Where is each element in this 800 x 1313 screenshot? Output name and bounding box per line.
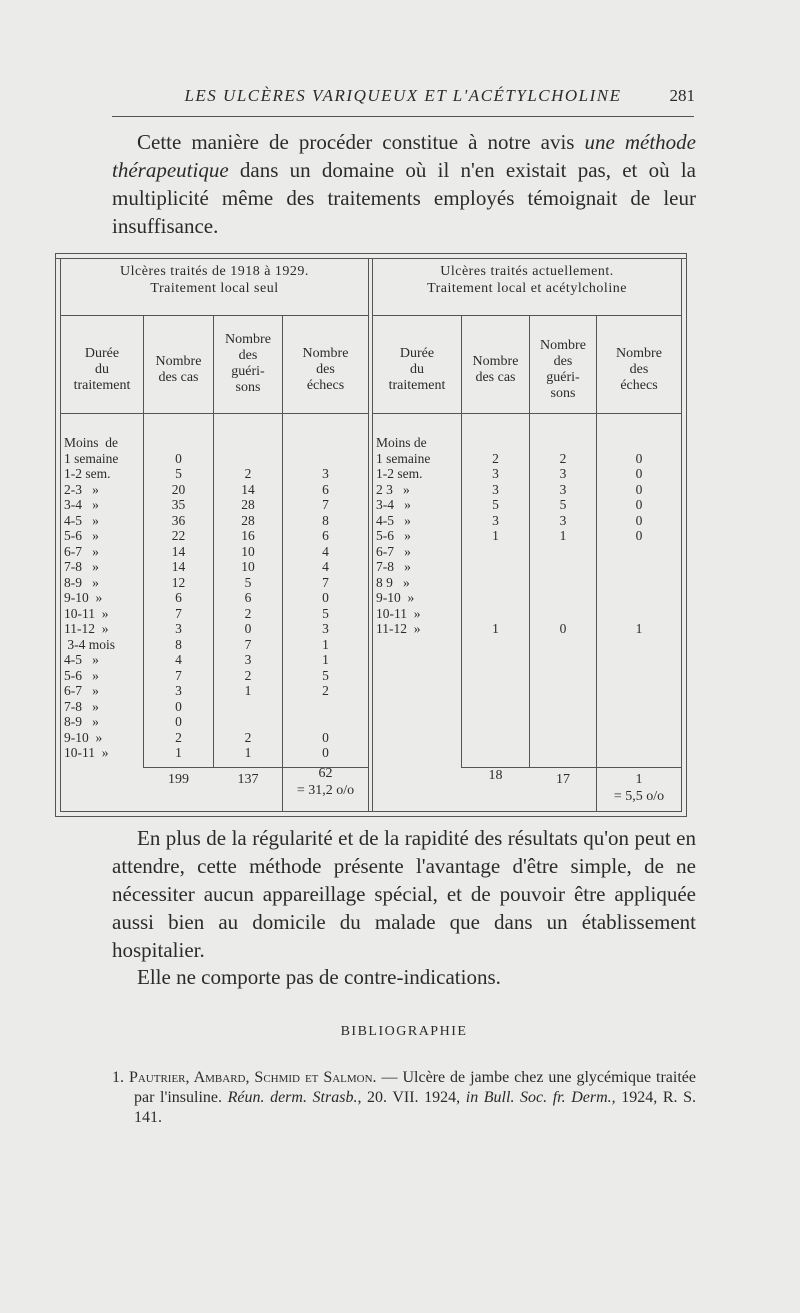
table-cell: 1-2 sem. [64, 466, 111, 481]
table-cell: 11-12 » [64, 621, 109, 636]
table-cell: 3 [559, 512, 567, 528]
table-cell: 12 [171, 574, 186, 590]
bib-entry-authors: Pautrier, Ambard, Schmid et Salmon. [128, 1069, 377, 1086]
table-cell: 0 [244, 621, 252, 636]
table-cell [462, 575, 529, 591]
right-total-echecs: 1 [635, 772, 643, 787]
right-total-pct: = 5,5 o/o [613, 789, 665, 804]
table-cell: 4-5 » [64, 652, 99, 667]
table-cell [462, 435, 529, 451]
bib-entry-bulletin: in Bull. Soc. fr. Derm. [465, 1089, 612, 1106]
left-group-line1: Ulcères traités de 1918 à 1929. [120, 264, 309, 279]
table-cell [462, 544, 529, 560]
table-border-bottom-inner [60, 811, 682, 812]
table-cell: 0 [175, 714, 182, 729]
right-col-head-cas: Nombre des cas [472, 354, 519, 385]
table-cell [597, 606, 681, 622]
table-cell: 1 [559, 528, 567, 543]
table-cell: 9-10 » [376, 590, 415, 605]
table-middle-divider [368, 258, 369, 812]
table-cell: 0 [635, 512, 643, 528]
table-cell: 2 [492, 450, 499, 466]
right-group-line2: Traitement local et acétylcholine [427, 281, 627, 296]
table-cell: 3-4 » [376, 497, 411, 512]
left-total-gueri: 137 [237, 772, 259, 787]
table-cell: 8-9 » [64, 574, 99, 590]
table-cell: 2 [175, 729, 182, 745]
left-total-pct: = 31,2 o/o [296, 783, 355, 798]
table-cell [530, 575, 596, 591]
table-cell: 0 [322, 729, 329, 745]
table-cell: 36 [171, 512, 186, 528]
paragraph-advantages: En plus de la régularité et de la rapidité des résultats qu'on peut en attendre, cette méthode présente l'avantage d'être simple, de ne nécessiter aucun appareillage spécial, et de pouvoir être appliquée aussi bien au domicile du malade que dans un établissement hospitalier. [112, 826, 696, 962]
table-cell: 3-4 » [64, 497, 99, 512]
table-cell: 5 [322, 605, 329, 621]
left-col-head-duree: Durée du traitement [73, 346, 131, 393]
bibliography-title: BIBLIOGRAPHIE [340, 1024, 468, 1039]
table-cell: 3 [175, 683, 182, 698]
table-cell: Moins de [64, 435, 118, 450]
table-cell: 0 [322, 745, 329, 760]
table-cell [530, 590, 596, 606]
table-border-bottom [55, 816, 687, 817]
table-cell: 1 [635, 621, 643, 636]
paragraph-intro-text-1: Cette manière de procéder constitue à notre avis [137, 130, 585, 154]
left-col-echecs [283, 435, 368, 761]
table-cell: 16 [241, 528, 255, 543]
table-cell [214, 451, 282, 467]
table-cell [283, 435, 368, 451]
table-cell: 4 [322, 559, 329, 574]
table-cell [530, 559, 596, 575]
table-cell: 14 [241, 481, 255, 497]
table-cell: 10-11 » [64, 745, 109, 760]
table-cell: 28 [241, 512, 255, 528]
table-cell: 10 [241, 543, 255, 559]
table-cell: 7 [322, 497, 329, 512]
table-cell: 4-5 » [64, 512, 99, 528]
table-cell [530, 544, 596, 560]
table-cell [283, 451, 368, 467]
table-cell: 5 [559, 497, 567, 512]
table-cell [462, 590, 529, 606]
table-cell: 1 [492, 528, 499, 543]
table-cell: 3 [492, 466, 499, 481]
bib-entry-journal: Réun. derm. Strasb. [227, 1089, 358, 1106]
table-cell: Moins de [376, 435, 427, 450]
table-cell: 6 [175, 590, 182, 605]
left-col-head-cas: Nombre des cas [155, 354, 202, 385]
table-cell: 3 [492, 481, 499, 497]
table-cell [597, 559, 681, 575]
table-cell: 2 [244, 605, 252, 621]
table-cell [214, 435, 282, 451]
table-cell [144, 435, 213, 451]
table-cell: 5-6 » [64, 667, 99, 683]
right-col-duree [376, 435, 462, 637]
table-border-right [686, 253, 687, 817]
running-title: LES ULCÈRES VARIQUEUX ET L'ACÉTYLCHOLINE [184, 86, 622, 105]
table-border-left [55, 253, 56, 817]
table-cell: 10 [241, 559, 255, 574]
right-col-gueri [530, 435, 596, 637]
table-cell [214, 714, 282, 730]
left-group-line2: Traitement local seul [150, 281, 279, 296]
right-col-head-duree: Durée du traitement [388, 346, 446, 393]
table-cell: 1 [175, 745, 182, 760]
table-cell: 7 [322, 574, 329, 590]
left-colhead-rule [60, 413, 368, 414]
left-col-cas [144, 435, 213, 761]
results-table [55, 253, 687, 817]
paragraph-intro-italic: une méthode thérapeutique [112, 130, 697, 182]
table-cell: 7-8 » [376, 559, 411, 574]
table-cell: 3 [492, 512, 499, 528]
table-cell: 6 [322, 481, 329, 497]
right-col-cas [462, 435, 529, 637]
table-cell: 6 [322, 528, 329, 543]
right-total-cas: 18 [488, 768, 503, 783]
table-cell: 6-7 » [64, 543, 99, 559]
table-cell: 5 [322, 667, 329, 683]
bib-entry-ref: , 1924, R. S. 141. [134, 1089, 697, 1126]
left-group-heading [61, 263, 368, 297]
bibliography-entry [112, 1068, 696, 1128]
table-cell: 3 [559, 481, 567, 497]
table-cell: 6-7 » [376, 543, 411, 559]
table-cell: 4 [322, 543, 329, 559]
table-cell [462, 559, 529, 575]
table-cell: 3 [244, 652, 252, 667]
table-cell: 0 [559, 621, 567, 636]
table-cell: 7 [175, 605, 182, 621]
table-cell: 0 [635, 450, 643, 466]
table-middle-divider-2 [372, 258, 373, 812]
table-cell: 2 [322, 683, 329, 698]
table-cell: 1 semaine [376, 450, 431, 466]
table-cell: 0 [175, 698, 182, 714]
table-cell: 5-6 » [376, 528, 411, 543]
table-cell: 2 [244, 466, 252, 481]
table-cell: 1 [244, 683, 252, 698]
right-col-head-echecs: Nombre des échecs [616, 346, 662, 393]
table-cell: 14 [171, 543, 186, 559]
table-cell [597, 435, 681, 451]
left-col-head-gueri: Nombre des guéri- sons [225, 332, 271, 395]
table-cell [530, 606, 596, 622]
table-cell [597, 590, 681, 606]
table-border-top [55, 253, 687, 254]
paragraph-contraindications: Elle ne comporte pas de contre-indications. [137, 965, 501, 989]
table-cell: 5 [492, 497, 499, 512]
right-col-head-gueri: Nombre des guéri- sons [540, 338, 586, 401]
page-number: 281 [669, 86, 695, 105]
paragraph-intro [112, 128, 696, 240]
table-cell: 0 [175, 450, 182, 466]
table-cell: 0 [635, 497, 643, 512]
table-border-right-inner [681, 258, 682, 812]
right-total-gueri: 17 [556, 772, 570, 787]
right-group-line1: Ulcères traités actuellement. [440, 264, 614, 279]
left-col-gueri [214, 435, 282, 761]
table-cell: 2 [244, 729, 252, 745]
table-cell: 6-7 » [64, 683, 99, 698]
left-group-rule [60, 315, 368, 316]
table-cell: 7 [175, 667, 182, 683]
table-cell [214, 699, 282, 715]
right-group-heading [373, 263, 681, 297]
table-cell: 4-5 » [376, 512, 411, 528]
header-rule [112, 116, 694, 117]
table-cell: 7-8 » [64, 698, 99, 714]
table-cell [462, 606, 529, 622]
table-cell [283, 699, 368, 715]
right-col-echecs [597, 435, 681, 637]
table-cell: 0 [322, 590, 329, 605]
table-border-left-inner [60, 258, 61, 812]
table-cell: 5-6 » [64, 528, 99, 543]
table-cell: 3 [322, 621, 329, 636]
table-cell: 10-11 » [64, 605, 109, 621]
table-cell: 1 [322, 636, 329, 652]
table-cell: 9-10 » [64, 729, 103, 745]
left-total-echecs: 62 [318, 766, 333, 781]
table-cell: 1 [244, 745, 252, 760]
table-cell [597, 544, 681, 560]
table-cell: 3-4 mois [64, 636, 116, 652]
right-colhead-rule [373, 413, 681, 414]
table-cell: 8 [175, 636, 182, 652]
table-cell: 2 3 » [376, 481, 410, 497]
table-cell: 1 [492, 621, 499, 636]
left-total-cas: 199 [168, 772, 189, 787]
table-cell: 2 [244, 667, 252, 683]
paragraph-intro-text-2: dans un domaine où il n'en existait pas, et où la multiplicité même des traitements employés témoignait de leur insuffisance. [112, 158, 696, 238]
table-cell: 10-11 » [376, 605, 421, 621]
table-cell: 7 [244, 636, 252, 652]
table-cell: 22 [171, 528, 186, 543]
table-cell: 0 [635, 466, 643, 481]
table-cell: 1-2 sem. [376, 466, 423, 481]
table-cell [597, 575, 681, 591]
table-cell: 3 [175, 621, 182, 636]
table-cell [283, 714, 368, 730]
table-cell: 8 9 » [376, 574, 410, 590]
table-cell: 5 [175, 466, 182, 481]
table-cell: 4 [175, 652, 182, 667]
left-col-duree [64, 435, 144, 761]
table-cell: 1 semaine [64, 450, 119, 466]
table-cell: 1 [322, 652, 329, 667]
table-cell: 2 [559, 450, 567, 466]
table-cell: 0 [635, 481, 643, 497]
table-cell: 6 [244, 590, 252, 605]
table-cell: 7-8 » [64, 559, 99, 574]
table-cell: 8 [322, 512, 329, 528]
table-cell: 20 [171, 481, 186, 497]
table-cell: 5 [244, 574, 252, 590]
table-cell: 3 [322, 466, 329, 481]
bib-entry-number: 1. [112, 1069, 129, 1086]
bib-entry-date: , 20. VII. 1924, [357, 1089, 466, 1106]
left-col-head-echecs: Nombre des échecs [302, 346, 349, 393]
table-cell: 14 [171, 559, 186, 574]
table-cell: 28 [241, 497, 255, 512]
table-cell: 8-9 » [64, 714, 99, 729]
table-cell: 9-10 » [64, 590, 103, 605]
right-group-rule [373, 315, 681, 316]
table-border-top-inner [55, 258, 687, 259]
table-cell: 0 [635, 528, 643, 543]
table-cell: 11-12 » [376, 621, 421, 636]
table-cell [530, 435, 596, 451]
table-cell: 3 [559, 466, 567, 481]
table-cell: 2-3 » [64, 481, 99, 497]
table-cell: 35 [171, 497, 186, 512]
bib-entry-title: — Ulcère de jambe chez une glycémique traitée par l'insuline. [134, 1069, 697, 1106]
